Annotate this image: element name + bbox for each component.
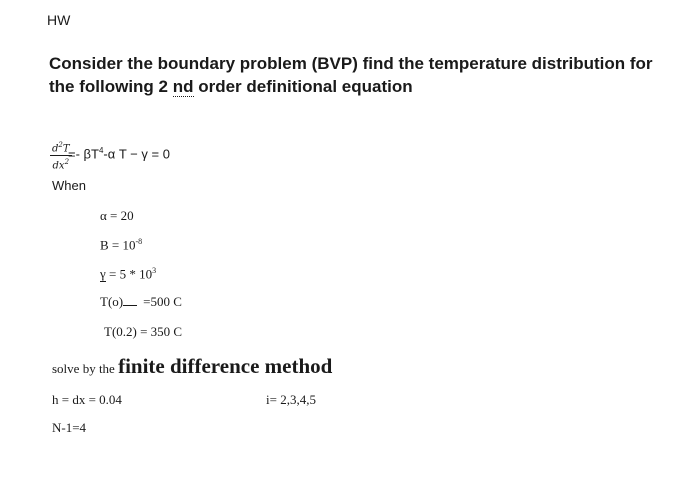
- fraction-numerator: $d^2T$: [52, 141, 70, 155]
- fraction-denominator: $dx^2$: [52, 158, 70, 172]
- t0-boundary: T(o) =500 C: [100, 294, 182, 309]
- when-label: When: [52, 178, 86, 193]
- problem-text-underlined: nd: [172, 77, 194, 96]
- equation-rest: =- $\beta T^4-\alpha$ T − γ = 0: [68, 146, 170, 162]
- index-range: i= 2,3,4,5: [266, 392, 316, 407]
- step-size: h = dx = 0.04: [52, 392, 122, 407]
- problem-text-1: Consider the boundary problem (BVP) find the temperature distribution for the following 2: [49, 54, 653, 96]
- gamma-value: $\gamma = 5 * 10^3$: [100, 266, 157, 282]
- t0-underline: [123, 295, 137, 306]
- problem-statement: [49, 52, 679, 98]
- t02-boundary: T(0.2) = 350 C: [104, 324, 183, 339]
- problem-text-2: order definitional equation: [193, 77, 413, 96]
- solve-instruction: solve by the finite difference method: [52, 354, 333, 378]
- hw-heading: HW: [47, 12, 71, 28]
- alpha-value: α = 20: [100, 208, 134, 223]
- beta-value: $B = 10^{-8}$: [100, 237, 143, 253]
- n-relation: N-1=4: [52, 420, 87, 435]
